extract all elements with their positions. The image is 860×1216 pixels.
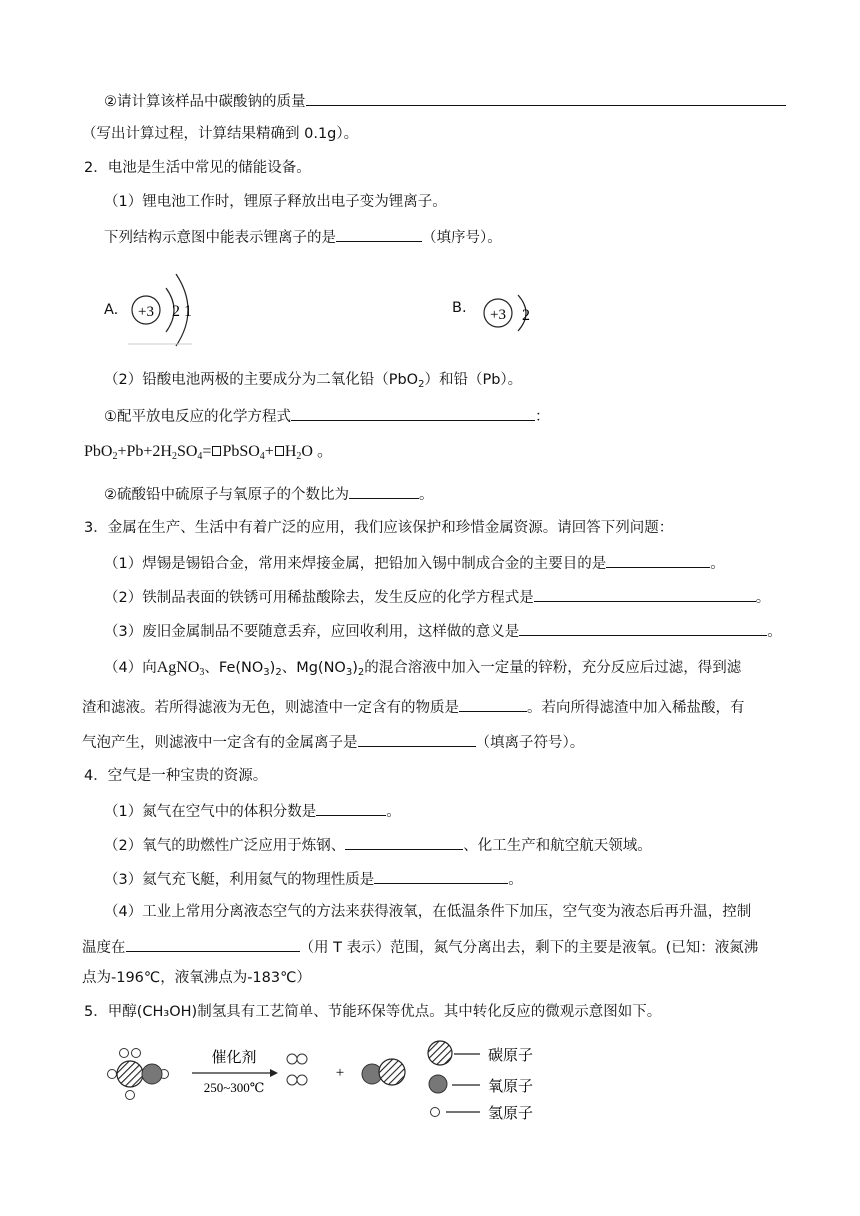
q1-note: （写出计算过程，计算结果精确到 0.1g）。	[82, 126, 359, 142]
q4-part1: （1）氮气在空气中的体积分数是 。	[104, 800, 401, 822]
q4-part4-line2: 温度在 （用 T 表示）范围，氮气分离出去，剩下的主要是液氧。(已知：液氮沸	[82, 936, 758, 958]
catalyst-label: 催化剂	[211, 1050, 257, 1066]
q2-part2: （2）铅酸电池两极的主要成分为二氧化铅（PbO$_2$）和铅（Pb）。	[104, 372, 523, 390]
answer-blank[interactable]	[345, 834, 463, 850]
q3-part1: （1）焊锡是锡铅合金，常用来焊接金属，把铅加入锡中制成合金的主要目的是 。	[104, 552, 725, 574]
nucleus-charge: +3	[138, 304, 154, 320]
carbon-monoxide-molecule	[362, 1059, 405, 1085]
answer-blank[interactable]	[374, 868, 508, 884]
q3-part4-line3: 气泡产生，则滤液中一定含有的金属离子是 （填离子符号）。	[82, 731, 584, 753]
legend-hydrogen: 氢原子	[488, 1106, 534, 1122]
answer-blank[interactable]	[349, 483, 419, 499]
answer-blank[interactable]	[606, 552, 710, 568]
reaction-micro-diagram	[100, 1040, 560, 1130]
hydrogen-molecules	[287, 1054, 307, 1085]
legend-oxygen: 氧原子	[488, 1079, 534, 1095]
answer-blank[interactable]	[336, 226, 422, 242]
equation: $PbO_2+Pb+2H_2SO_4=$ PbSO$_4$+ $H_2O$ 。	[84, 443, 333, 462]
methanol-molecule	[108, 1049, 169, 1100]
shell-1-electrons: 2	[522, 307, 530, 324]
answer-blank[interactable]	[534, 586, 756, 602]
q2-part1-ask: 下列结构示意图中能表示锂离子的是 （填序号）。	[104, 226, 502, 248]
q2-part2a: ①配平放电反应的化学方程式 ：	[104, 405, 550, 427]
q4-part4-line1: （4）工业上常用分离液态空气的方法来获得液氧，在低温条件下加压，空气变为液态后再升温，控制	[104, 904, 752, 920]
q2-part1: （1）锂电池工作时，锂原子释放出电子变为锂离子。	[104, 194, 447, 210]
q3-stem: 3．金属在生产、生活中有着广泛的应用，我们应该保护和珍惜金属资源。请回答下列问题：	[84, 520, 674, 536]
option-b-atom-diagram	[478, 290, 538, 336]
answer-blank[interactable]	[358, 731, 476, 747]
q2-part2b: ②硫酸铅中硫原子与氧原子的个数比为 。	[104, 483, 434, 505]
q3-part2: （2）铁制品表面的铁锈可用稀盐酸除去，发生反应的化学方程式是 。	[104, 586, 770, 608]
q4-part3: （3）氦气充飞艇，利用氦气的物理性质是 。	[104, 868, 523, 890]
plus-sign: +	[335, 1065, 345, 1081]
option-b-label: B.	[452, 300, 467, 316]
option-a-atom-diagram	[124, 266, 204, 350]
q3-part3: （3）废旧金属制品不要随意丢弃，应回收利用，这样做的意义是 。	[104, 620, 782, 642]
answer-blank[interactable]	[291, 405, 535, 421]
oxygen-atom-icon	[429, 1075, 447, 1093]
nucleus-charge: +3	[490, 307, 506, 323]
answer-blank[interactable]	[126, 936, 300, 952]
q4-part2: （2）氧气的助燃性广泛应用于炼钢、 、化工生产和航空航天领域。	[104, 834, 652, 856]
q2-stem: 2．电池是生活中常见的储能设备。	[84, 160, 311, 176]
coefficient-box[interactable]	[212, 446, 221, 456]
shell-2-electrons: 1	[184, 303, 192, 320]
q5-stem: 5．甲醇(CH₃OH)制氢具有工艺简单、节能环保等优点。其中转化反应的微观示意图如下。	[84, 1004, 662, 1020]
option-a-label: A.	[104, 302, 119, 318]
answer-blank[interactable]	[459, 696, 527, 712]
q3-part4-line2: 渣和滤液。若所得滤液为无色，则滤渣中一定含有的物质是 。若向所得滤渣中加入稀盐酸，有	[82, 696, 745, 718]
legend-carbon: 碳原子	[488, 1048, 534, 1064]
carbon-atom-icon	[428, 1041, 452, 1065]
q1-part2: ②请计算该样品中碳酸钠的质量	[104, 90, 786, 112]
reaction-arrow	[192, 1069, 278, 1077]
shell-1-electrons: 2	[172, 303, 180, 320]
atom-legend	[428, 1041, 533, 1122]
hydrogen-atom-icon	[431, 1108, 440, 1117]
temperature-label: 250~300℃	[203, 1080, 265, 1095]
q3-part4: （4）向AgNO$_3$、$Fe(NO_3)_2$、$Mg(NO_3)_2$的混合溶液中加入一定量的锌粉，充分反应后过滤，得到滤	[104, 659, 742, 678]
answer-blank[interactable]	[316, 800, 386, 816]
answer-blank[interactable]	[519, 620, 767, 636]
q4-part4-line3: 点为-196℃，液氧沸点为-183℃）	[82, 970, 311, 986]
answer-blank[interactable]	[306, 90, 786, 106]
q4-stem: 4．空气是一种宝贵的资源。	[84, 768, 268, 784]
coefficient-box[interactable]	[275, 446, 284, 456]
